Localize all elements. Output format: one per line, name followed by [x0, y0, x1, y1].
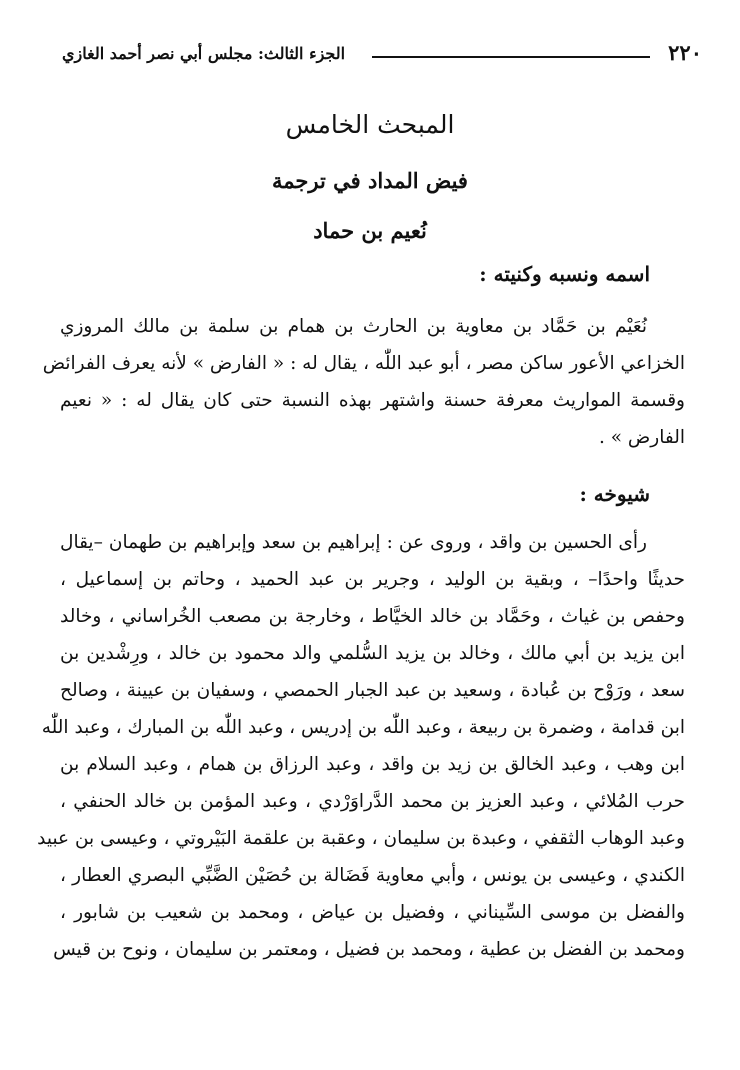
page-number: ٢٢٠ — [668, 40, 702, 65]
paragraph-line: سعد ، ورَوْح بن عُبادة ، وسعيد بن عبد الجبار الحمصي ، وسفيان بن عيينة ، وصالح — [60, 680, 685, 701]
paragraph-line: ابن يزيد بن أبي مالك ، وخالد بن يزيد السُّلمي والد محمود بن خالد ، ورِشْدين بن — [60, 643, 685, 664]
header-rule — [372, 56, 650, 58]
chapter-subtitle-1: فيض المداد في ترجمة — [272, 168, 468, 193]
paragraph-name — [42, 308, 685, 456]
paragraph-line: ابن قدامة ، وضمرة بن ربيعة ، وعبد اللّٰه بن إدريس ، وعبد اللّٰه بن المبارك ، وعبد اللّٰه — [41, 717, 685, 738]
paragraph-line: الكندي ، وعيسى بن يونس ، وأبي معاوية فَضَالة بن حُصَيْن الضَّبِّي البصري العطار ، — [60, 865, 685, 886]
paragraph-line: نُعَيْم بن حَمَّاد بن معاوية بن الحارث بن همام بن سلمة بن مالك المروزي — [60, 316, 647, 337]
chapter-title: المبحث الخامس — [285, 110, 455, 139]
paragraph-line: حرب المُلائي ، وعبد العزيز بن محمد الدَّراوَرْدي ، وعبد المؤمن بن خالد الحنفي ، — [60, 791, 685, 812]
paragraph-line: والفضل بن موسى السِّيناني ، وفضيل بن عياض ، ومحمد بن شعيب بن شابور ، — [60, 902, 685, 923]
paragraph-line: حديثًا واحدًا– ، وبقية بن الوليد ، وجرير بن عبد الحميد ، وحاتم بن إسماعيل ، — [60, 569, 685, 590]
running-title: الجزء الثالث: مجلس أبي نصر أحمد الغازي — [62, 44, 346, 63]
page-header — [62, 40, 702, 74]
paragraph-line: وحفص بن غياث ، وحَمَّاد بن خالد الخيَّاط ، وخارجة بن مصعب الخُراساني ، وخالد — [60, 606, 685, 627]
paragraph-line: وعبد الوهاب الثقفي ، وعبدة بن سليمان ، وعقبة بن علقمة البَيْروتي ، وعيسى بن عبيد — [37, 828, 685, 849]
section-heading-name: اسمه ونسبه وكنيته : — [479, 262, 650, 286]
section-heading-teachers: شيوخه : — [579, 482, 650, 506]
paragraph-line: الفارض » . — [598, 427, 685, 448]
paragraph-teachers — [37, 524, 685, 968]
chapter-subtitle-2: نُعيم بن حماد — [313, 218, 427, 243]
paragraph-line: رأى الحسين بن واقد ، وروى عن : إبراهيم بن سعد وإبراهيم بن طهمان –يقال — [60, 532, 647, 553]
paragraph-line: ومحمد بن الفضل بن عطية ، ومحمد بن فضيل ، ومعتمر بن سليمان ، ونوح بن قيس — [53, 939, 685, 960]
paragraph-line: ابن وهب ، وعبد الخالق بن زيد بن واقد ، وعبد الرزاق بن همام ، وعبد السلام بن — [60, 754, 685, 775]
paragraph-line: وقسمة المواريث معرفة حسنة واشتهر بهذه النسبة حتى كان يقال له : « نعيم — [60, 390, 685, 411]
paragraph-line: الخزاعي الأعور ساكن مصر ، أبو عبد اللّٰه ، يقال له : « الفارض » لأنه يعرف الفرائض — [42, 353, 685, 374]
